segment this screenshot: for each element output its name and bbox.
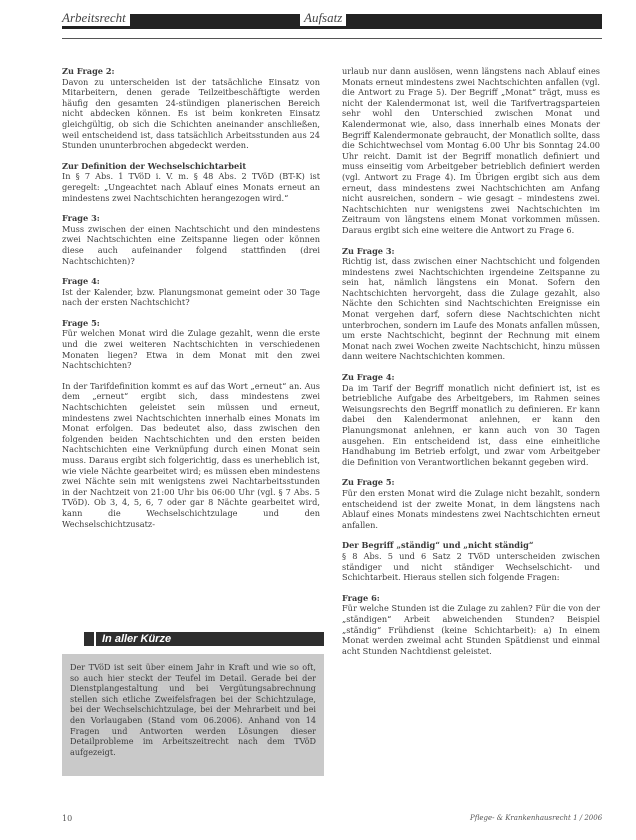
summary-banner-tab — [84, 632, 94, 646]
left-column — [62, 66, 320, 539]
left-section — [62, 318, 320, 371]
left-section — [62, 381, 320, 529]
header-right-title: Aufsatz — [300, 10, 346, 26]
section-heading: Frage 3: — [62, 213, 100, 224]
section-text: In § 7 Abs. 1 TVöD i. V. m. § 48 Abs. 2 TVöD (BT-K) ist geregelt: „Ungeachtet nach Ablauf eines Monats erneut an mindestens zwei Nachtschichten herangezogen wird.“ — [62, 171, 320, 203]
section-text: Richtig ist, dass zwischen einer Nachtschicht und folgenden mindestens zwei Nachtschichten irgendeine Zeitspanne zu sein hat, nämlich längstens ein Monat. Sofern den Nachtschichten hervorgeht, dass die Zulage gezahlt, also Nächte den Schichten sind Nachtschichten Ereignisse ein Monat vergehen darf, sofern diese Nachtschichten nicht unterbrochen, sondern im Laufe des Monats anfallen müssen, um erste Nachtschicht, beginnt der Rechnung mit einem Monat nach zwei Wochen zweite Nachtschicht, hinzu müssen dann weitere Nachtschichten kommen. — [342, 256, 600, 362]
section-text: urlaub nur dann auslösen, wenn längstens nach Ablauf eines Monats erneut mindestens zwei Nachtschichten anfallen (vgl. die Antwort zu Frage 5). Der Begriff „Monat“ trägt, muss es nicht der Kalendermonat ist, weil die Tarifvertragsparteien sehr wohl den Unterschied zwischen Monat und Kalendermonat wie, also, dass innerhalb eines Monats der Begriff Kalendermonate gebraucht, der Monatlich sollte, dass die Schichtwechsel vom Montag 6.00 Uhr bis Sonntag 24.00 Uhr reicht. Damit ist der Begriff monatlich definiert und muss einseitig vom Arbeitgeber betrieblich definiert werden (vgl. Antwort zu Frage 4). Im Übrigen ergibt sich aus dem erneut, dass mindestens zwei Nachtschichten am Anfang nicht ausreichen, sondern – wie gesagt – mindestens zwei. Nachtschichten nur wenigstens zwei Nachtschichten im Zeitraum von längstens einem Monat vorkommen müssen. Daraus ergibt sich eine weitere die Antwort zu Frage 6. — [342, 66, 600, 235]
section-heading: Zu Frage 2: — [62, 66, 115, 76]
right-section — [342, 477, 600, 530]
section-heading: Frage 6: — [342, 592, 380, 603]
right-column — [342, 66, 600, 666]
left-section — [62, 276, 320, 308]
header-left-title: Arbeitsrecht — [58, 10, 130, 26]
section-text: Für den ersten Monat wird die Zulage nicht bezahlt, sondern entscheidend ist der zweite Monat, in dem längstens nach Ablauf eines Monats mindestens zwei Nachtschichten erneut anfallen. — [342, 487, 600, 530]
section-heading: Der Begriff „ständig“ und „nicht ständig“ — [342, 540, 534, 551]
section-heading: Zur Definition der Wechselschichtarbeit — [62, 160, 247, 171]
section-heading: Zu Frage 3: — [342, 245, 395, 256]
left-section — [62, 66, 320, 151]
right-section — [342, 66, 600, 236]
section-text: Davon zu unterscheiden ist der tatsächliche Einsatz von Mitarbeitern, denen gerade Teilzeitbeschäftigte werden häufig den gesamten 24-stündigen planerischen Bereich nicht abdecken können. Es ist beim konkreten Einsatz gleichgültig, ob sich die Schichten aneinander anschließen, weil entscheidend ist, dass tatsächlich Arbeitsstunden aus 24 Stunden ununterbrochen abgedeckt werden. — [62, 76, 320, 151]
section-heading: Frage 4: — [62, 276, 100, 287]
section-text: Für welche Stunden ist die Zulage zu zahlen? Für die von der „ständigen“ Arbeit abweichenden Stunden? Beispiel „ständig“ Frühdienst (keine Schichtarbeit): a) In einem Monat werden zweimal acht Stunden Spätdienst und einmal acht Stunden Nachtdienst geleistet. — [342, 603, 600, 656]
page-number: 10 — [62, 814, 73, 823]
section-text: Ist der Kalender, bzw. Planungsmonat gemeint oder 30 Tage nach der ersten Nachtschicht? — [62, 286, 320, 308]
summary-box-text: Der TVöD ist seit über einem Jahr in Kraft und wie so oft, so auch hier steckt der Teufel im Detail. Gerade bei der Dienstplangestaltung und bei Vergütungsabrechnung stellen sich etliche Zweifelsfragen bei der Schichtzulage, bei der Wechselschichtzulage, bei der Mehrarbeit und bei den Vorlaugaben (Stand vom 06.2006). Anhand von 14 Fragen und Antworten werden Lösungen dieser Detailprobleme im Arbeitszeitrecht nach dem TVöD aufgezeigt. — [70, 662, 316, 757]
left-section — [62, 161, 320, 203]
right-section — [342, 540, 600, 582]
header-rule — [62, 38, 602, 39]
left-section — [62, 213, 320, 266]
right-section — [342, 246, 600, 363]
summary-box — [62, 654, 324, 776]
section-text: Für welchen Monat wird die Zulage gezahlt, wenn die erste und die zwei weiteren Nachtschichten in verschiedenen Monaten liegen? Etwa in dem Monat mit den zwei Nachtschichten? — [62, 328, 320, 371]
section-heading: Zu Frage 5: — [342, 477, 395, 488]
section-heading: Zu Frage 4: — [342, 372, 395, 383]
section-heading: Frage 5: — [62, 317, 100, 328]
summary-box-title: In aller Kürze — [96, 632, 324, 646]
footer-journal: Pflege- & Krankenhausrecht 1 / 2006 — [470, 814, 603, 822]
section-text: Da im Tarif der Begriff monatlich nicht definiert ist, ist es betriebliche Aufgabe des Arbeitgebers, im Rahmen seines Weisungsrechts den Begriff monatlich zu definieren. Er kann dabei den Kalendermonat anlehnen, er kann den Planungsmonat anlehnen, er kann auch von 30 Tagen ausgehen. Ein entscheidend ist, dass eine einheitliche Handhabung im Betrieb erfolgt, und zwar vom Arbeitgeber die Definition von Verantwortlichen bekannt gegeben wird. — [342, 382, 600, 467]
section-text: § 8 Abs. 5 und 6 Satz 2 TVöD unterscheiden zwischen ständiger und nicht ständiger Wechselschicht- und Schichtarbeit. Hieraus stellen sich folgende Fragen: — [342, 550, 600, 583]
section-text: Muss zwischen der einen Nachtschicht und den mindestens zwei Nachtschichten eine Zeitspanne liegen oder können diese auch aufeinander folgend stattfinden (drei Nachtschichten)? — [62, 223, 320, 266]
right-section — [342, 372, 600, 467]
right-section — [342, 593, 600, 657]
section-text: In der Tarifdefinition kommt es auf das Wort „erneut“ an. Aus dem „erneut“ ergibt sich, dass mindestens zwei Nachtschichten geleistet sein müssen und erneut, mindestens zwei Nachtschichten innerhalb eines Monats im Monat erfolgen. Das bedeutet also, dass zwischen den folgenden beiden Nachtschichten und den ersten beiden Nachtschichten eine Verknüpfung durch einen Monat sein muss. Daraus ergibt sich folgerichtig, dass es unerheblich ist, wie viele Nächte gearbeitet wird; es müssen eben mindestens zwei Nächte sein mit wenigstens zwei Nachtarbeitsstunden in der Nachtzeit von 21:00 Uhr bis 06:00 Uhr (vgl. § 7 Abs. 5 TVöD). Ob 3, 4, 5, 6, 7 oder gar 8 Nächte gearbeitet wird, kann die Wechselschichtzulage und den Wechselschichtzusatz- — [62, 380, 320, 529]
